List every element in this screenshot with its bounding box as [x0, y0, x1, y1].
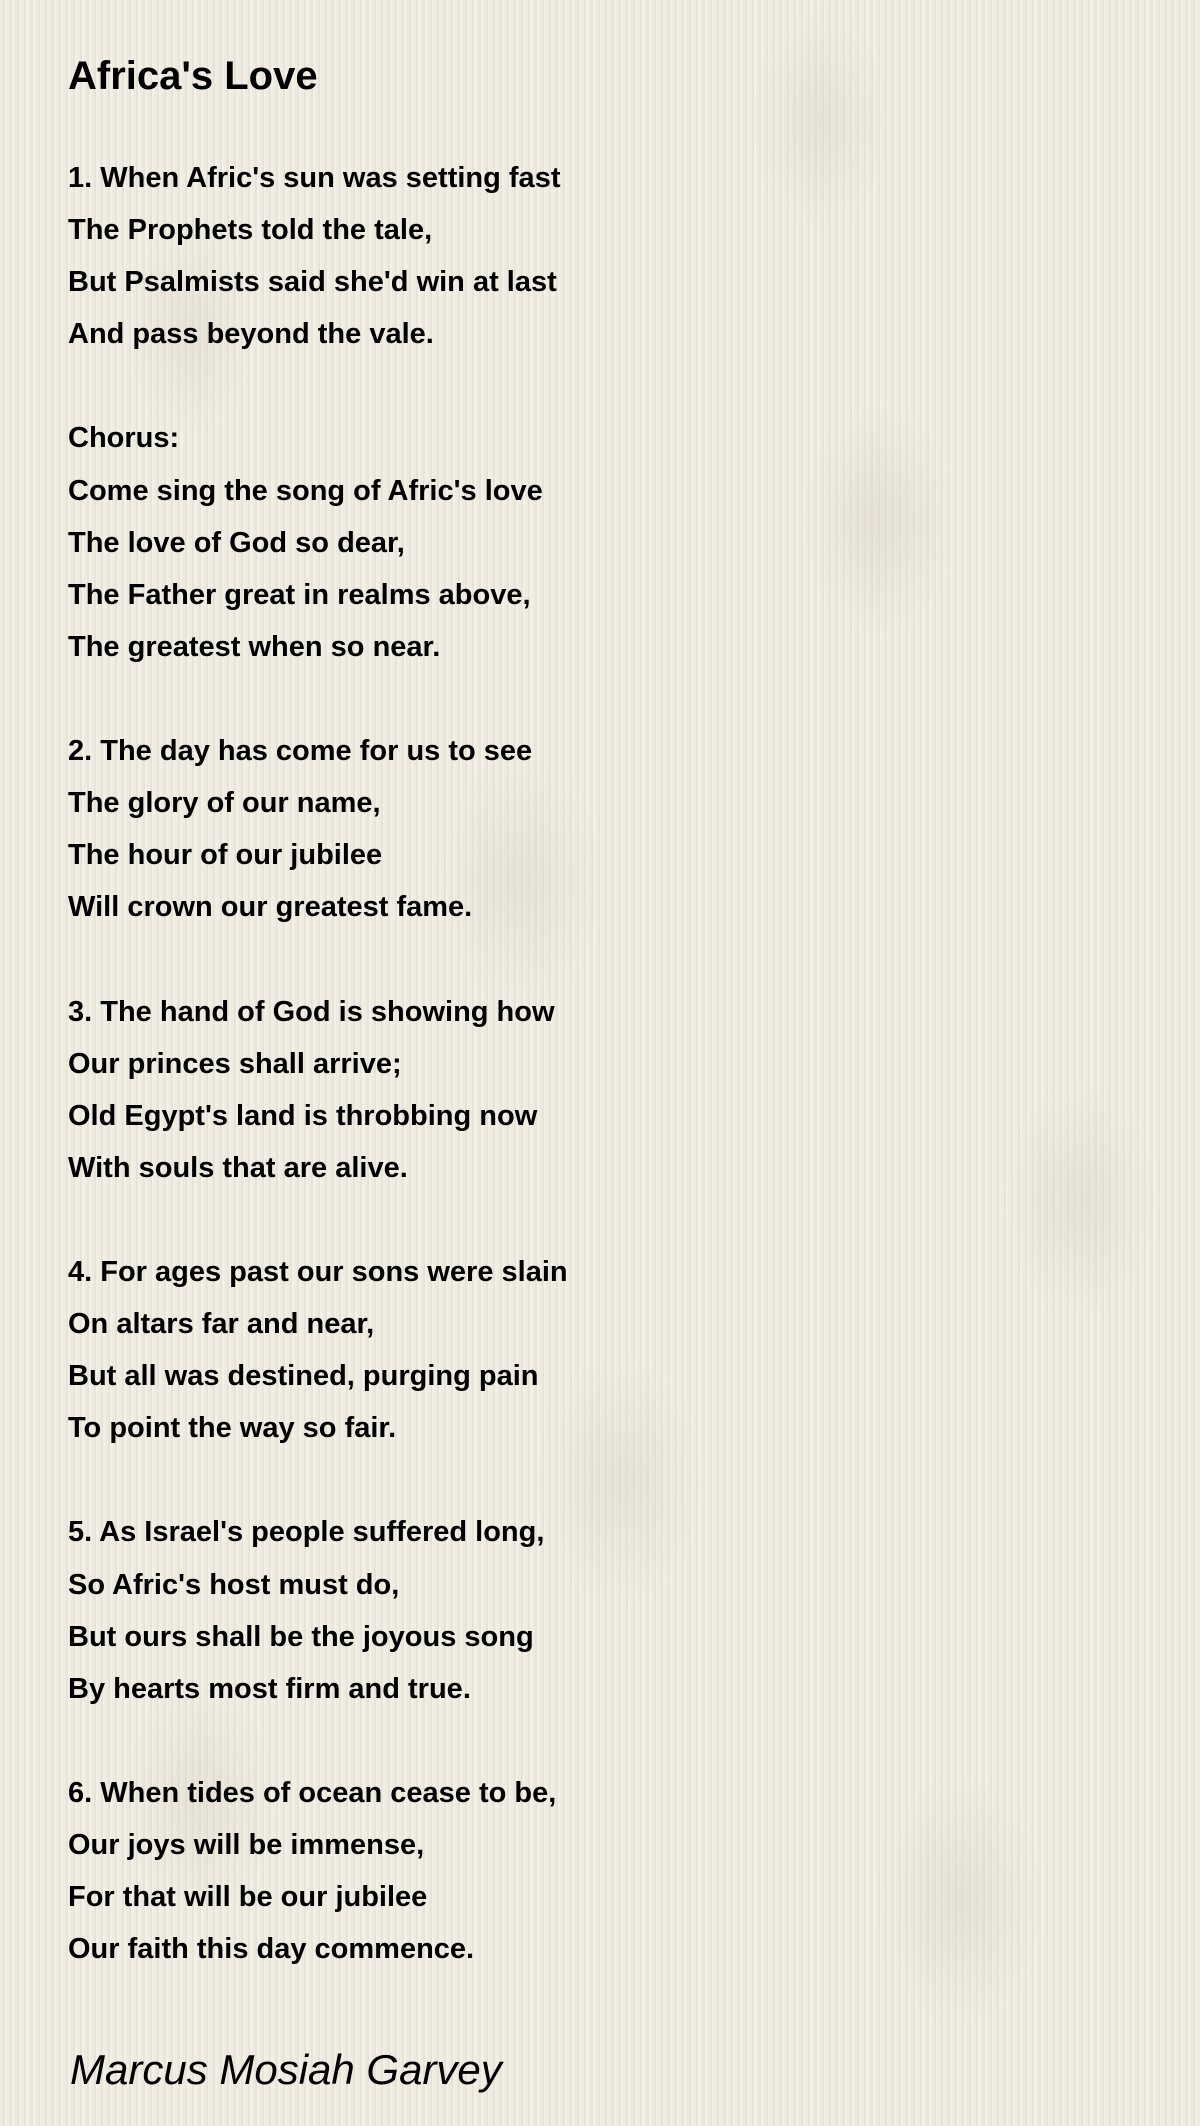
stanza-gap — [68, 1715, 568, 1767]
stanza-gap — [68, 1454, 568, 1506]
poem-line: For that will be our jubilee — [68, 1881, 428, 1914]
stanza-4 — [68, 1246, 568, 1454]
stanza-2 — [68, 725, 568, 933]
poem-line: Will crown our greatest fame. — [68, 891, 473, 924]
poem-line: 2. The day has come for us to see — [68, 735, 533, 768]
poem-line: Our princes shall arrive; — [68, 1047, 402, 1080]
poem-body — [68, 152, 568, 1975]
stanza-6 — [68, 1767, 568, 1975]
poem-line: 5. As Israel's people suffered long, — [68, 1516, 545, 1549]
poem-line: 6. When tides of ocean cease to be, — [68, 1776, 557, 1809]
poem-line: But ours shall be the joyous song — [68, 1620, 534, 1653]
poem-line: The hour of our jubilee — [68, 839, 383, 872]
stanza-1 — [68, 152, 568, 360]
poem-line: The love of God so dear, — [68, 526, 405, 559]
poem-line: The Prophets told the tale, — [68, 214, 433, 247]
poem-line: Our joys will be immense, — [68, 1829, 425, 1861]
poem-line: 4. For ages past our sons were slain — [68, 1255, 568, 1288]
poem-line: The Father great in realms above, — [68, 578, 531, 611]
poem-line: But Psalmists said she'd win at last — [68, 266, 557, 299]
stanza-gap — [68, 360, 568, 412]
poem-line: The greatest when so near. — [68, 630, 441, 663]
poem-line: By hearts most firm and true. — [68, 1672, 471, 1705]
poem-line: 3. The hand of God is showing how — [68, 995, 555, 1028]
poem-line: So Afric's host must do, — [68, 1568, 400, 1601]
stanza-gap — [68, 673, 568, 725]
poem-line: The glory of our name, — [68, 787, 381, 820]
poem-line: And pass beyond the vale. — [68, 318, 434, 351]
poem-line: With souls that are alive. — [68, 1151, 408, 1184]
chorus-label: Chorus: — [68, 422, 180, 455]
stanza-gap — [68, 1194, 568, 1246]
poem-line: Old Egypt's land is throbbing now — [68, 1099, 538, 1132]
stanza-3 — [68, 986, 568, 1194]
stanza-5 — [68, 1506, 568, 1714]
poem-line: Come sing the song of Afric's love — [68, 474, 543, 507]
poem-title: Africa's Love — [68, 54, 318, 98]
poem-line: To point the way so fair. — [68, 1412, 397, 1445]
poem-line: But all was destined, purging pain — [68, 1360, 539, 1393]
stanza-gap — [68, 933, 568, 985]
stanza-chorus — [68, 412, 568, 672]
poem-line: On altars far and near, — [68, 1308, 375, 1341]
poem-line: Our faith this day commence. — [68, 1933, 475, 1966]
poem-author: Marcus Mosiah Garvey — [70, 2046, 502, 2093]
poem-line: 1. When Afric's sun was setting fast — [68, 162, 561, 194]
